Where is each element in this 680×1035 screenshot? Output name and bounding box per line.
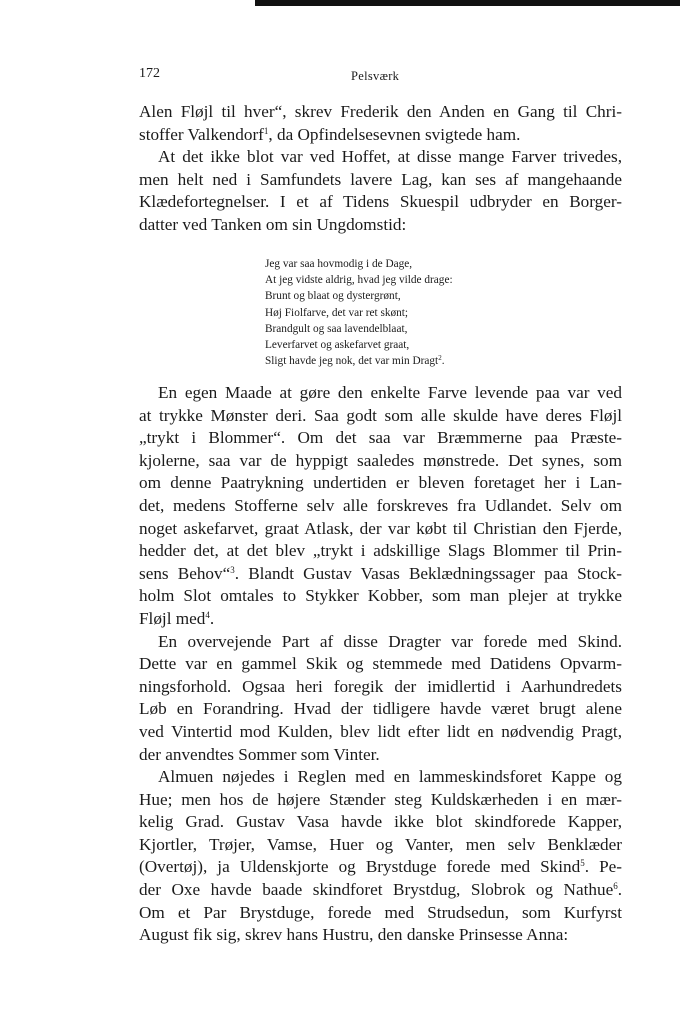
verse-quotation [265, 256, 453, 369]
line-text: men helt ned i Samfundets lavere Lag, kan ses af mangehaande [139, 169, 622, 189]
line-text: der Oxe havde baade skindforet Brystdug, Slobrok og Nathue [139, 880, 614, 900]
line-text: ved Vintertid mod Kulden, blev lidt efter lidt en nødvendig Pragt, [139, 721, 622, 741]
text-line [139, 789, 622, 812]
line-text-continued: . [441, 355, 445, 368]
text-line [139, 540, 622, 563]
text-line [139, 101, 622, 124]
line-text: Brunt og blaat og dystergrønt, [265, 290, 401, 303]
line-text-continued: . Pe- [584, 857, 622, 877]
line-text: Kjortler, Trøjer, Vamse, Huer og Vanter, men selv Benklæder [139, 834, 622, 854]
text-line [139, 856, 622, 879]
line-text: Om et Par Brystduge, forede med Strudsedun, som Kurfyrst [139, 902, 622, 922]
body-text-block-2 [139, 382, 622, 947]
line-text: Løb en Forandring. Hvad der tidligere havde været brugt alene [139, 699, 622, 719]
text-line [139, 214, 622, 237]
top-edge-rule [255, 0, 680, 6]
line-text-continued: . Blandt Gustav Vasas Beklædningssager paa Stock- [234, 563, 622, 583]
text-line [265, 321, 453, 337]
text-line [139, 495, 622, 518]
line-text: Hue; men hos de højere Stænder steg Kuldskærheden i en mær- [139, 789, 622, 809]
body-text-block-1 [139, 101, 622, 237]
footnote-marker: 3 [230, 564, 235, 575]
line-text: datter ved Tanken om sin Ungdomstid: [139, 214, 407, 234]
text-line [139, 879, 622, 902]
footnote-marker: 4 [205, 609, 210, 620]
text-line [139, 382, 622, 405]
line-text: ningsforhold. Ogsaa heri foregik der imidlertid i Aarhundredets [139, 676, 622, 696]
line-text: Leverfarvet og askefarvet graat, [265, 339, 410, 352]
text-line [139, 608, 622, 631]
line-text: kelig Grad. Gustav Vasa havde ikke blot skindforede Kapper, [139, 812, 622, 832]
line-text: holm Slot omtales to Stykker Kobber, som man plejer at trykke [139, 586, 622, 606]
text-line [139, 472, 622, 495]
line-text: Sligt havde jeg nok, det var min Dragt [265, 355, 439, 368]
line-text: Almuen nøjedes i Reglen med en lammeskindsforet Kappe og [158, 767, 622, 787]
line-text: En egen Maade at gøre den enkelte Farve levende paa var ved [158, 383, 622, 402]
text-line [139, 721, 622, 744]
text-line [139, 744, 622, 767]
text-line [139, 169, 622, 192]
line-text: hedder det, at det blev „trykt i adskillige Slags Blommer til Prin- [139, 541, 622, 561]
line-text: At jeg vidste aldrig, hvad jeg vilde drage: [265, 274, 453, 287]
line-text: Alen Fløjl til hver“, skrev Frederik den Anden en Gang til Chri- [139, 102, 622, 121]
text-line [139, 450, 622, 473]
footnote-marker: 5 [580, 858, 585, 869]
line-text: Høj Fiolfarve, det var ret skønt; [265, 306, 409, 319]
text-line [139, 902, 622, 925]
text-line [139, 191, 622, 214]
footnote-marker: 1 [263, 125, 269, 136]
text-line [139, 518, 622, 541]
text-line [139, 405, 622, 428]
line-text: (Overtøj), ja Uldenskjorte og Brystduge forede med Skind [139, 857, 581, 877]
text-line [139, 146, 622, 169]
line-text: kjolerne, saa var de hyppigt saaledes mønstrede. Det synes, som [139, 450, 622, 470]
text-line [139, 585, 622, 608]
line-text: noget askefarvet, graat Atlask, der var købt til Christian den Fjerde, [139, 518, 622, 538]
line-text: August fik sig, skrev hans Hustru, den danske Prinsesse Anna: [139, 925, 569, 945]
line-text: sens Behov“ [139, 563, 231, 583]
text-line [139, 698, 622, 721]
line-text-continued: . [617, 880, 622, 900]
text-line [139, 563, 622, 586]
text-line [139, 653, 622, 676]
line-text: at trykke Mønster deri. Saa godt som alle skulde have deres Fløjl [139, 405, 622, 425]
text-line [139, 834, 622, 857]
line-text: Klædefortegnelser. I et af Tidens Skuespil udbryder en Borger- [139, 192, 622, 212]
line-text: stoffer Valkendorf [139, 124, 264, 144]
line-text: der anvendtes Sommer som Vinter. [139, 744, 380, 764]
line-text-continued: , da Opfindelsesevnen svigtede ham. [268, 124, 521, 144]
line-text: om denne Paatrykning undertiden er bleven foretaget her i Lan- [139, 473, 622, 493]
text-line [265, 337, 453, 353]
footnote-marker: 6 [613, 881, 618, 892]
page-number: 172 [139, 66, 160, 81]
line-text: Dette var en gammel Skik og stemmede med Datidens Opvarm- [139, 654, 622, 674]
text-line [139, 631, 622, 654]
line-text: At det ikke blot var ved Hoffet, at disse mange Farver trivedes, [158, 147, 622, 167]
line-text: „trykt i Blommer“. Om det saa var Bræmmerne paa Præste- [139, 428, 622, 448]
line-text-continued: . [209, 608, 215, 628]
line-text: Jeg var saa hovmodig i de Dage, [265, 258, 413, 270]
text-line [139, 124, 622, 147]
line-text: det, medens Stofferne selv alle forskreves fra Udlandet. Selv om [139, 495, 622, 515]
text-line [265, 305, 453, 321]
text-line [139, 811, 622, 834]
text-line [139, 766, 622, 789]
line-text: Fløjl med [139, 608, 206, 628]
text-line [139, 427, 622, 450]
running-head: Pelsværk [351, 69, 400, 83]
line-text: Brandgult og saa lavendelblaat, [265, 322, 408, 335]
text-line [265, 288, 453, 304]
footnote-marker: 2 [438, 354, 442, 363]
text-line [265, 256, 453, 272]
text-line [139, 676, 622, 699]
line-text: En overvejende Part af disse Dragter var forede med Skind. [158, 631, 622, 651]
text-line [265, 272, 453, 288]
text-line [265, 353, 453, 369]
text-line [139, 924, 622, 947]
